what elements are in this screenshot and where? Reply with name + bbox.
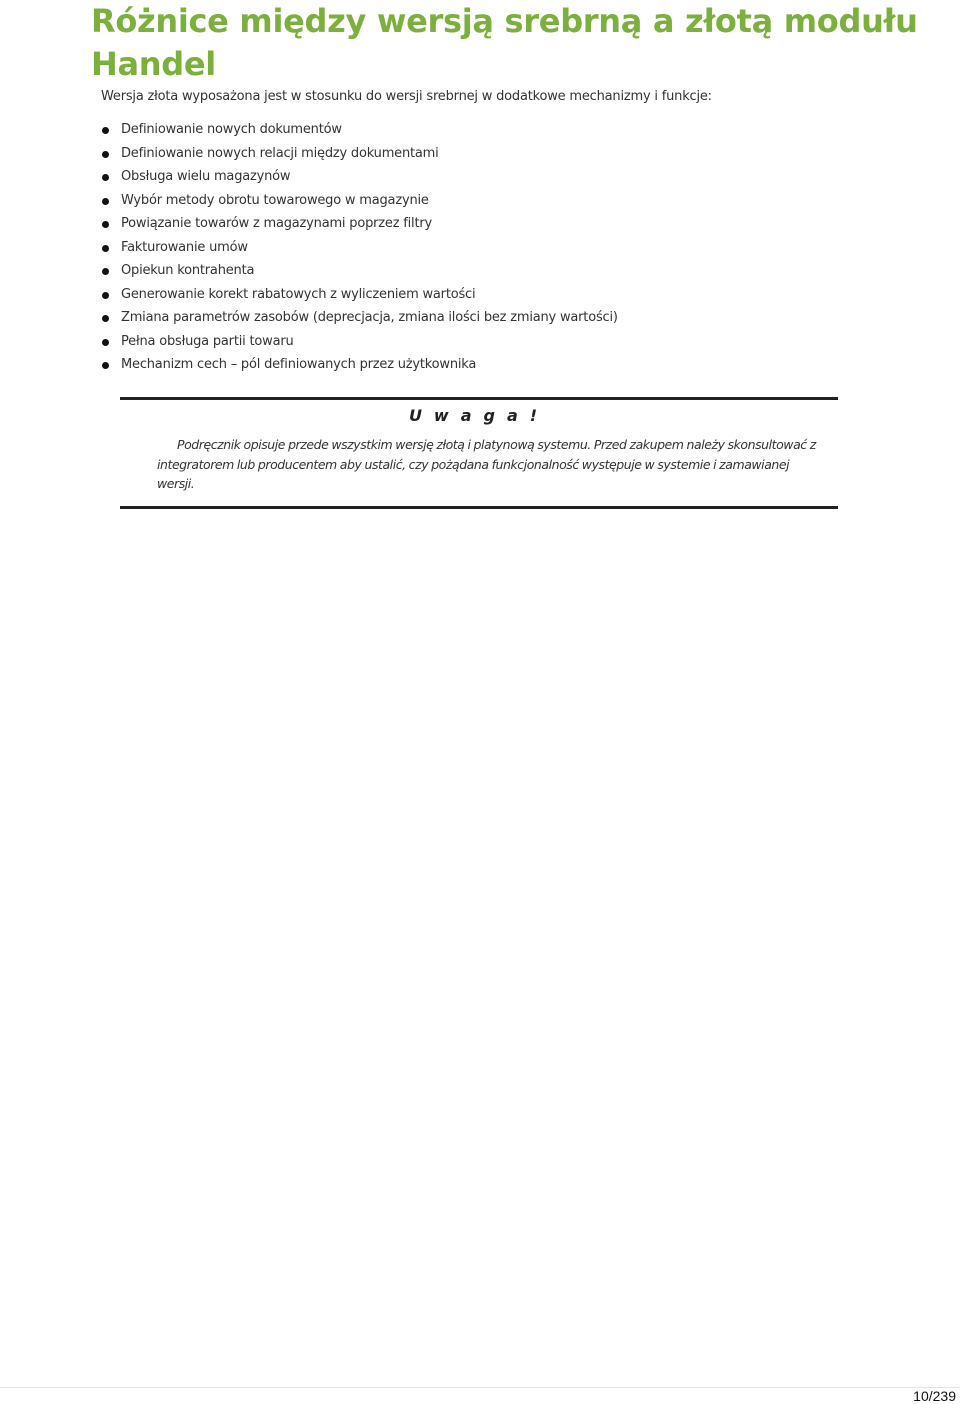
list-item-text: Obsługa wielu magazynów (121, 169, 291, 184)
list-item-text: Definiowanie nowych dokumentów (121, 122, 342, 137)
list-item-text: Mechanizm cech – pól definiowanych przez użytkownika (121, 357, 477, 372)
list-item (100, 213, 618, 237)
list-item (100, 119, 618, 143)
bullet-icon (102, 339, 109, 346)
list-item (100, 166, 618, 190)
bullet-icon (102, 174, 109, 181)
list-item (100, 143, 618, 167)
list-item-text: Powiązanie towarów z magazynami poprzez filtry (121, 216, 432, 231)
note-body: Podręcznik opisuje przede wszystkim wersję złotą i platynową systemu. Przed zakupem należy skonsultować z integratorem lub producentem aby ustalić, czy pożądana funkcjonalność występuje w systemie i zamawianej wersji. (157, 437, 816, 491)
list-item (100, 260, 618, 284)
list-item-text: Fakturowanie umów (121, 239, 248, 255)
list-item-text: Wybór metody obrotu towarowego w magazynie (121, 192, 429, 208)
list-item (100, 331, 618, 355)
footer-divider (0, 1387, 960, 1388)
bullet-icon (102, 245, 109, 252)
note-box (120, 397, 838, 509)
bullet-icon (102, 315, 109, 322)
bullet-icon (102, 292, 109, 299)
bullet-icon (102, 268, 109, 275)
list-item (100, 354, 618, 378)
intro-paragraph: Wersja złota wyposażona jest w stosunku do wersji srebrnej w dodatkowe mechanizmy i funkcje: (101, 89, 712, 104)
note-heading: Uwaga! (408, 406, 550, 425)
list-item (100, 307, 618, 331)
page-number: 10/239 (913, 1388, 956, 1404)
list-item-text: Definiowanie nowych relacji między dokumentami (121, 145, 439, 161)
bullet-icon (102, 151, 109, 158)
list-item-text: Zmiana parametrów zasobów (deprecjacja, zmiana ilości bez zmiany wartości) (121, 310, 618, 325)
bullet-icon (102, 198, 109, 205)
bullet-icon (102, 221, 109, 228)
list-item (100, 237, 618, 261)
list-item-text: Generowanie korekt rabatowych z wyliczeniem wartości (121, 286, 476, 302)
list-item-text: Pełna obsługa partii towaru (121, 333, 294, 349)
feature-list (100, 119, 618, 378)
bullet-icon (102, 362, 109, 369)
page-title: Różnice między wersją srebrną a złotą modułu Handel (91, 2, 918, 83)
bullet-icon (102, 127, 109, 134)
list-item (100, 284, 618, 308)
list-item-text: Opiekun kontrahenta (121, 263, 255, 278)
list-item (100, 190, 618, 214)
